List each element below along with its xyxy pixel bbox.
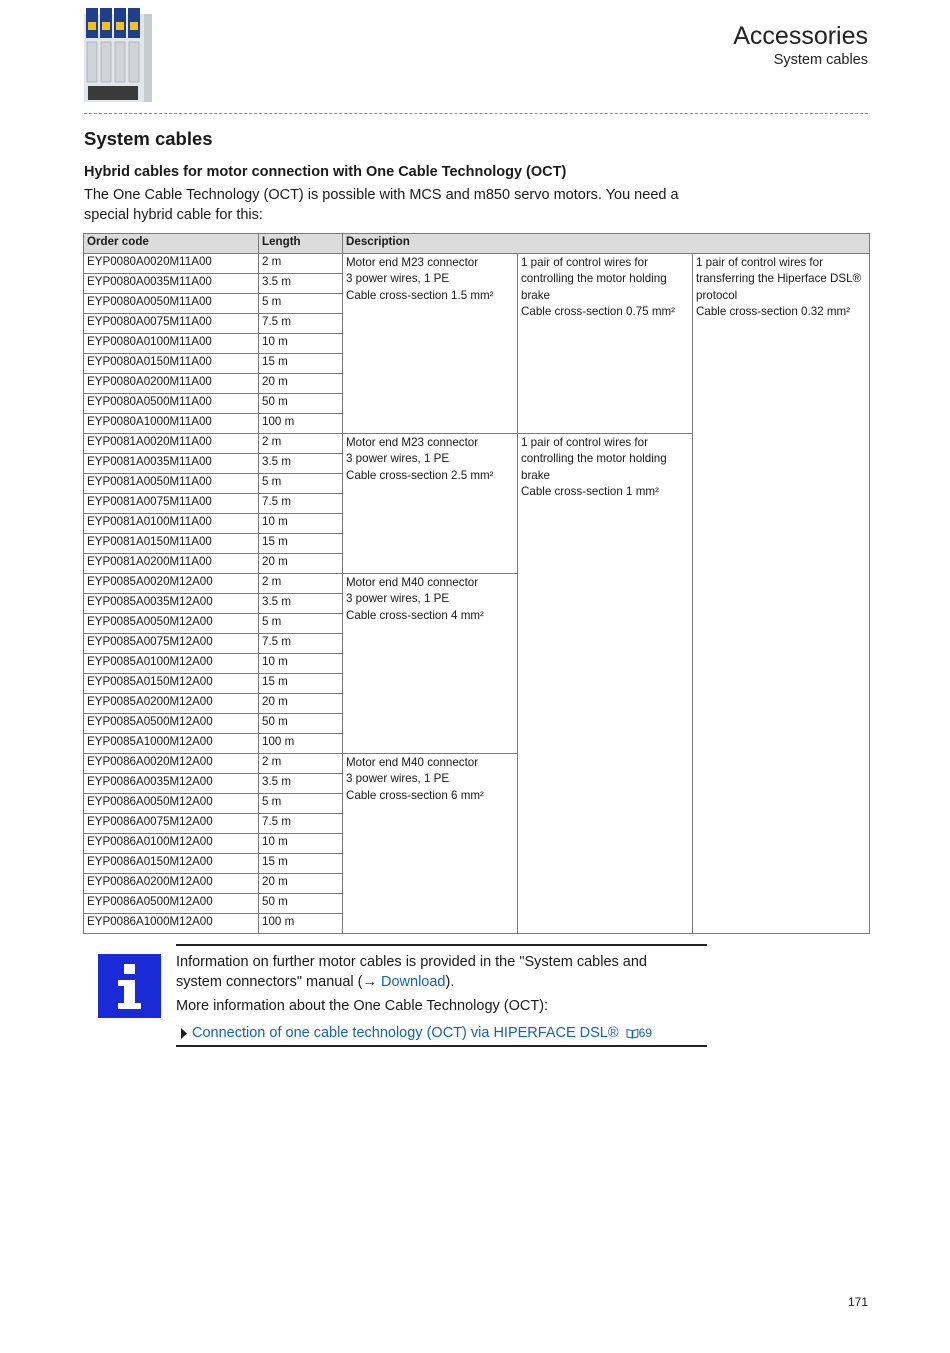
order-code-cell: EYP0081A0050M11A00: [84, 474, 259, 494]
length-cell: 50 m: [259, 714, 343, 734]
power-wires-description: Motor end M23 connector 3 power wires, 1 PE Cable cross-section 2.5 mm²: [343, 434, 518, 574]
order-code-cell: EYP0086A0500M12A00: [84, 894, 259, 914]
length-cell: 100 m: [259, 414, 343, 434]
length-cell: 10 m: [259, 834, 343, 854]
length-cell: 50 m: [259, 394, 343, 414]
order-code-cell: EYP0080A0100M11A00: [84, 334, 259, 354]
info-box: [176, 944, 707, 1047]
info-icon: [98, 954, 161, 1018]
power-wires-description: Motor end M23 connector 3 power wires, 1 PE Cable cross-section 1.5 mm²: [343, 254, 518, 434]
order-code-cell: EYP0081A0075M11A00: [84, 494, 259, 514]
triangle-right-icon: [180, 1028, 188, 1039]
length-cell: 20 m: [259, 554, 343, 574]
order-code-cell: EYP0086A0200M12A00: [84, 874, 259, 894]
order-code-cell: EYP0086A0075M12A00: [84, 814, 259, 834]
dsl-wires-description: 1 pair of control wires for transferring the Hiperface DSL® protocol Cable cross-section 0.32 mm²: [693, 254, 870, 934]
length-cell: 2 m: [259, 254, 343, 274]
length-cell: 2 m: [259, 754, 343, 774]
length-cell: 100 m: [259, 914, 343, 934]
oct-connection-page-ref: 69: [638, 1026, 652, 1040]
download-link[interactable]: Download: [381, 974, 446, 990]
order-code-cell: EYP0081A0035M11A00: [84, 454, 259, 474]
length-cell: 10 m: [259, 654, 343, 674]
order-code-cell: EYP0086A1000M12A00: [84, 914, 259, 934]
section-intro: The One Cable Technology (OCT) is possible with MCS and m850 servo motors. You need a special hybrid cable for this:: [84, 187, 679, 223]
header-title: Accessories: [733, 22, 868, 50]
info-text-oct: More information about the One Cable Technology (OCT):: [176, 998, 549, 1014]
order-code-cell: EYP0080A0050M11A00: [84, 294, 259, 314]
order-code-cell: EYP0081A0020M11A00: [84, 434, 259, 454]
order-code-cell: EYP0086A0100M12A00: [84, 834, 259, 854]
book-icon: [626, 1028, 639, 1039]
length-cell: 7.5 m: [259, 314, 343, 334]
length-cell: 3.5 m: [259, 594, 343, 614]
length-cell: 15 m: [259, 854, 343, 874]
section-title: Hybrid cables for motor connection with One Cable Technology (OCT): [84, 164, 567, 180]
length-cell: 7.5 m: [259, 814, 343, 834]
order-code-cell: EYP0086A0035M12A00: [84, 774, 259, 794]
order-code-cell: EYP0081A0200M11A00: [84, 554, 259, 574]
length-cell: 15 m: [259, 354, 343, 374]
info-text-manual-start: Information on further motor cables is provided in the "System cables and system connectors" manual (→: [176, 954, 647, 990]
length-cell: 5 m: [259, 614, 343, 634]
power-wires-description: Motor end M40 connector 3 power wires, 1 PE Cable cross-section 6 mm²: [343, 754, 518, 934]
page-title: System cables: [84, 128, 213, 149]
length-cell: 100 m: [259, 734, 343, 754]
header-length: Length: [259, 234, 343, 254]
order-code-cell: EYP0080A0150M11A00: [84, 354, 259, 374]
length-cell: 2 m: [259, 434, 343, 454]
hybrid-cables-table: [83, 233, 870, 934]
table-header-row: [84, 234, 870, 254]
order-code-cell: EYP0086A0020M12A00: [84, 754, 259, 774]
table-row: [84, 254, 870, 274]
header-description: Description: [343, 234, 870, 254]
length-cell: 7.5 m: [259, 494, 343, 514]
length-cell: 50 m: [259, 894, 343, 914]
header-divider: [84, 113, 868, 114]
length-cell: 20 m: [259, 694, 343, 714]
order-code-cell: EYP0080A0200M11A00: [84, 374, 259, 394]
order-code-cell: EYP0085A0200M12A00: [84, 694, 259, 714]
length-cell: 5 m: [259, 794, 343, 814]
order-code-cell: EYP0086A0150M12A00: [84, 854, 259, 874]
length-cell: 5 m: [259, 294, 343, 314]
table-body: [84, 254, 870, 934]
length-cell: 20 m: [259, 374, 343, 394]
order-code-cell: EYP0085A0050M12A00: [84, 614, 259, 634]
order-code-cell: EYP0080A0035M11A00: [84, 274, 259, 294]
length-cell: 7.5 m: [259, 634, 343, 654]
order-code-cell: EYP0080A0020M11A00: [84, 254, 259, 274]
oct-connection-link[interactable]: [180, 1025, 652, 1041]
brake-wires-description: 1 pair of control wires for controlling the motor holding brake Cable cross-section 1 mm²: [518, 434, 693, 934]
length-cell: 3.5 m: [259, 454, 343, 474]
order-code-cell: EYP0081A0100M11A00: [84, 514, 259, 534]
length-cell: 3.5 m: [259, 274, 343, 294]
length-cell: 5 m: [259, 474, 343, 494]
order-code-cell: EYP0085A0075M12A00: [84, 634, 259, 654]
length-cell: 3.5 m: [259, 774, 343, 794]
length-cell: 15 m: [259, 534, 343, 554]
order-code-cell: EYP0085A0035M12A00: [84, 594, 259, 614]
header-order-code: Order code: [84, 234, 259, 254]
order-code-cell: EYP0086A0050M12A00: [84, 794, 259, 814]
length-cell: 15 m: [259, 674, 343, 694]
length-cell: 2 m: [259, 574, 343, 594]
product-image: [84, 8, 152, 105]
length-cell: 10 m: [259, 334, 343, 354]
order-code-cell: EYP0080A0500M11A00: [84, 394, 259, 414]
brake-wires-description: 1 pair of control wires for controlling the motor holding brake Cable cross-section 0.75 mm²: [518, 254, 693, 434]
length-cell: 10 m: [259, 514, 343, 534]
order-code-cell: EYP0085A0100M12A00: [84, 654, 259, 674]
order-code-cell: EYP0085A1000M12A00: [84, 734, 259, 754]
oct-connection-link-text: Connection of one cable technology (OCT) via HIPERFACE DSL®: [192, 1025, 619, 1041]
info-text-manual-end: ).: [445, 974, 455, 990]
page-number: 171: [847, 1295, 868, 1309]
order-code-cell: EYP0080A0075M11A00: [84, 314, 259, 334]
order-code-cell: EYP0081A0150M11A00: [84, 534, 259, 554]
order-code-cell: EYP0085A0020M12A00: [84, 574, 259, 594]
order-code-cell: EYP0085A0500M12A00: [84, 714, 259, 734]
order-code-cell: EYP0085A0150M12A00: [84, 674, 259, 694]
power-wires-description: Motor end M40 connector 3 power wires, 1 PE Cable cross-section 4 mm²: [343, 574, 518, 754]
order-code-cell: EYP0080A1000M11A00: [84, 414, 259, 434]
length-cell: 20 m: [259, 874, 343, 894]
info-text-manual: [176, 952, 696, 992]
header-subtitle: System cables: [773, 52, 868, 68]
